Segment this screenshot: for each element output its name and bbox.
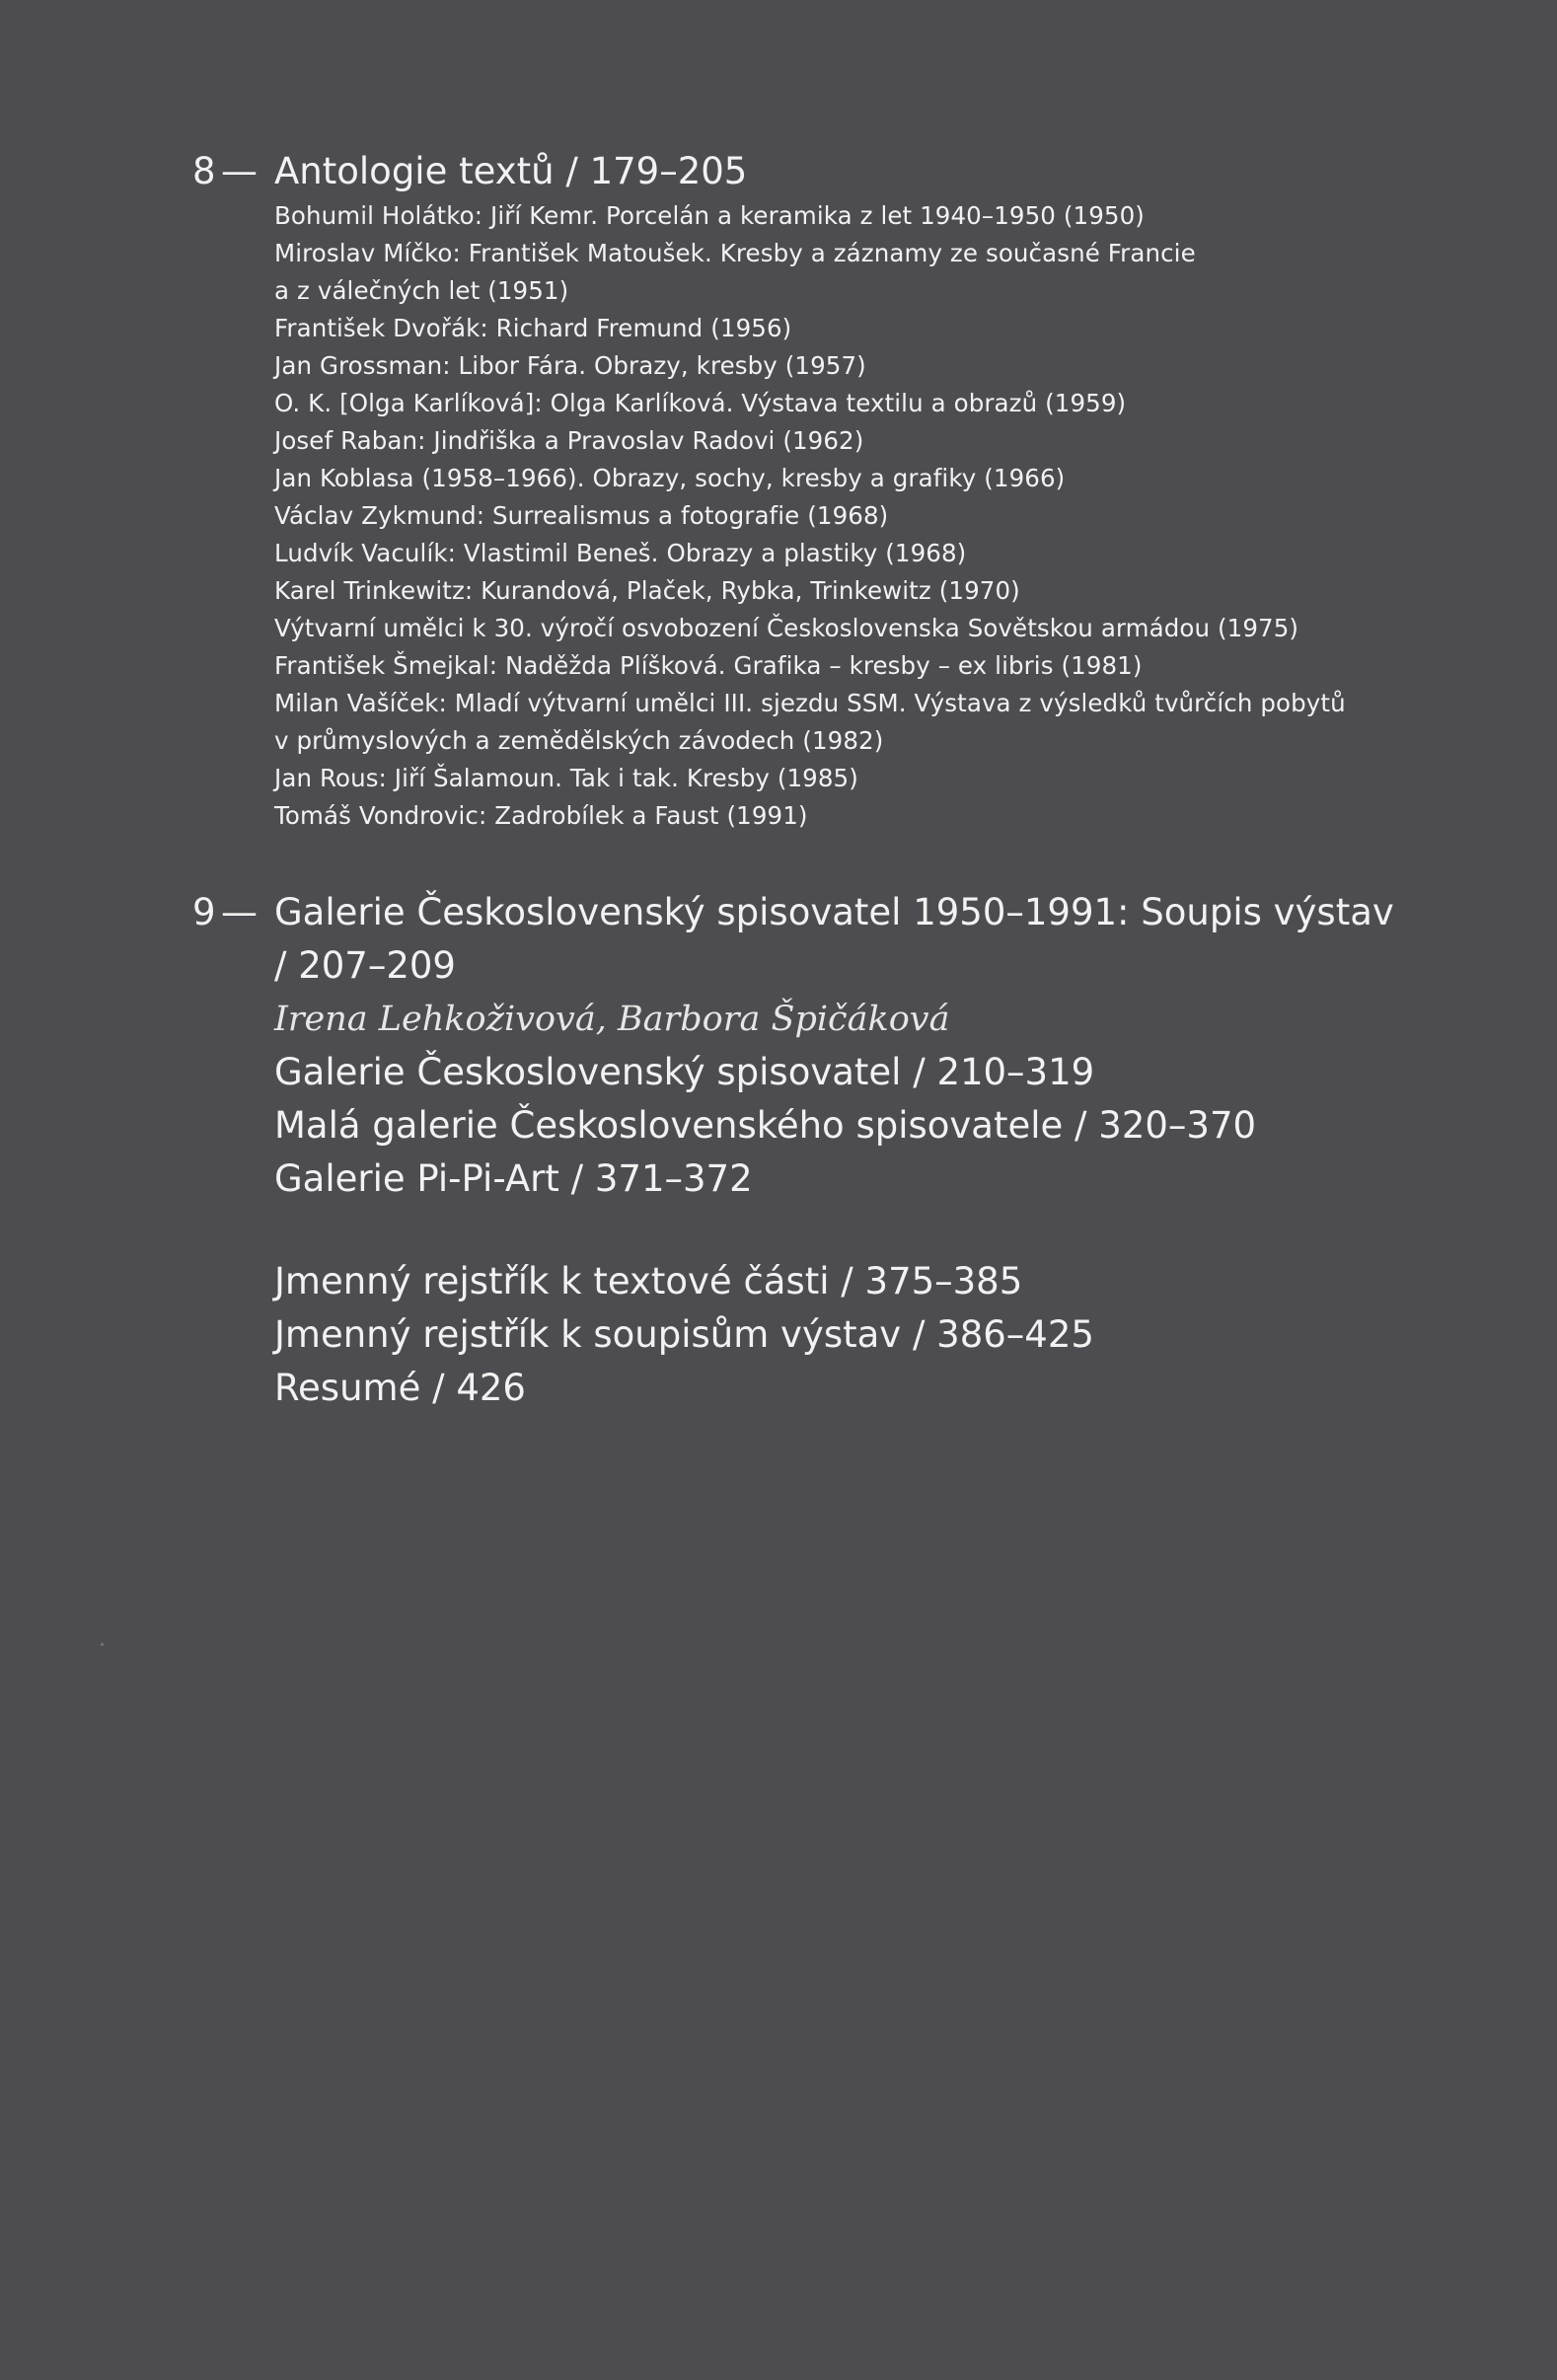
toc-entry: Jan Koblasa (1958–1966). Obrazy, sochy, kresby a grafiky (1966)	[274, 464, 1066, 492]
toc-entry: Ludvík Vaculík: Vlastimil Beneš. Obrazy a plastiky (1968)	[274, 539, 967, 567]
toc-entry: O. K. [Olga Karlíková]: Olga Karlíková. Výstava textilu a obrazů (1959)	[274, 389, 1127, 417]
index-block	[274, 1255, 1475, 1415]
section-9-body	[274, 939, 1475, 1415]
toc-entry: František Šmejkal: Naděžda Plíšková. Grafika – kresby – ex libris (1981)	[274, 651, 1143, 680]
section-8-entries	[274, 197, 1475, 835]
section-8-heading	[192, 146, 1475, 197]
toc-item: Galerie Pi-Pi-Art / 371–372	[274, 1157, 753, 1200]
toc-entry: Výtvarní umělci k 30. výročí osvobození Československa Sovětskou armádou (1975)	[274, 614, 1299, 642]
toc-entry: Karel Trinkewitz: Kurandová, Plaček, Rybka, Trinkewitz (1970)	[274, 576, 1020, 605]
section-9-authors: Irena Lehkoživová, Barbora Špičáková	[274, 1000, 950, 1039]
index-item: Jmenný rejstřík k textové části / 375–385	[274, 1260, 1023, 1302]
toc-section-8	[192, 146, 1475, 835]
toc-entry: Jan Rous: Jiří Šalamoun. Tak i tak. Kresby (1985)	[274, 764, 858, 792]
section-8-number: 8	[192, 150, 216, 192]
index-item: Jmenný rejstřík k soupisům výstav / 386–425	[274, 1313, 1094, 1356]
toc-entry: v průmyslových a zemědělských závodech (1982)	[274, 726, 884, 755]
toc-entry: Tomáš Vondrovic: Zadrobílek a Faust (1991)	[274, 801, 808, 830]
toc-entry: František Dvořák: Richard Fremund (1956)	[274, 314, 792, 342]
section-9-number: 9	[192, 891, 216, 933]
section-8-dash: —	[221, 150, 258, 192]
toc-entry: Josef Raban: Jindřiška a Pravoslav Radovi (1962)	[274, 426, 864, 455]
section-8-title: Antologie textů / 179–205	[274, 150, 748, 192]
section-9-title-pages: / 207–209	[274, 944, 456, 987]
section-9-heading	[192, 886, 1475, 939]
paper-speck	[101, 1643, 104, 1646]
toc-item: Malá galerie Československého spisovatele / 320–370	[274, 1104, 1257, 1147]
section-9-dash: —	[221, 891, 258, 933]
toc-entry: Jan Grossman: Libor Fára. Obrazy, kresby (1957)	[274, 351, 866, 380]
toc-entry: Bohumil Holátko: Jiří Kemr. Porcelán a keramika z let 1940–1950 (1950)	[274, 201, 1145, 230]
toc-section-9	[192, 886, 1475, 1415]
toc-item: Galerie Československý spisovatel / 210–319	[274, 1051, 1095, 1093]
index-item: Resumé / 426	[274, 1367, 526, 1409]
toc-entry: Miroslav Míčko: František Matoušek. Kresby a záznamy ze současné Francie	[274, 239, 1196, 267]
toc-entry: Václav Zykmund: Surrealismus a fotografie (1968)	[274, 501, 889, 530]
section-9-title: Galerie Československý spisovatel 1950–1991: Soupis výstav	[274, 891, 1394, 933]
toc-entry: a z válečných let (1951)	[274, 276, 569, 305]
toc-entry: Milan Vašíček: Mladí výtvarní umělci III. sjezdu SSM. Výstava z výsledků tvůrčích pobytů	[274, 689, 1346, 717]
